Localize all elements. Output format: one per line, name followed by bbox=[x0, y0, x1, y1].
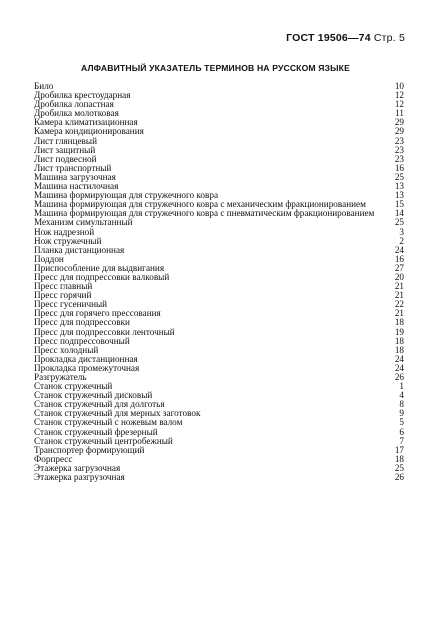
entry-page-number: 21 bbox=[394, 281, 404, 292]
entry-page-number: 29 bbox=[394, 117, 404, 128]
entry-term: Пресс для горячего прессования bbox=[34, 308, 161, 319]
entry-page-number: 23 bbox=[394, 144, 404, 155]
entry-term: Машина формирующая для стружечного ковра с механическим фракционированием bbox=[34, 199, 366, 210]
entry-page-number: 16 bbox=[394, 253, 404, 264]
entry-page-number: 26 bbox=[394, 472, 404, 483]
entry-page-number: 18 bbox=[394, 344, 404, 355]
entry-term: Прокладка дистанционная bbox=[34, 353, 138, 364]
entry-term: Приспособление для выдвигания bbox=[34, 262, 165, 273]
entry-page-number: 18 bbox=[394, 317, 404, 328]
entry-term: Станок стружечный для долготья bbox=[34, 399, 165, 410]
entry-page-number: 23 bbox=[394, 135, 404, 146]
entry-term: Пресс холодный bbox=[34, 344, 99, 355]
entry-page-number: 25 bbox=[394, 462, 404, 473]
entry-term: Пресс горячий bbox=[34, 290, 92, 301]
entry-term: Машина загрузочная bbox=[34, 171, 116, 182]
index-entry bbox=[34, 473, 404, 482]
entry-page-number: 12 bbox=[394, 99, 404, 110]
entry-page-number: 5 bbox=[399, 417, 404, 428]
entry-term: Станок стружечный bbox=[34, 381, 113, 392]
entry-page-number: 4 bbox=[399, 390, 404, 401]
entry-page-number: 29 bbox=[394, 126, 404, 137]
entry-page-number: 13 bbox=[394, 190, 404, 201]
entry-term: Транспортер формирующий bbox=[34, 444, 145, 455]
entry-term: Разгружатель bbox=[34, 372, 87, 382]
entry-term: Станок стружечный дисковый bbox=[34, 390, 153, 401]
entry-page-number: 24 bbox=[394, 244, 404, 255]
entry-page-number: 18 bbox=[394, 453, 404, 464]
entry-page-number: 1 bbox=[399, 381, 404, 392]
entry-page-number: 10 bbox=[394, 81, 404, 91]
entry-term: Лист глянцевый bbox=[34, 135, 97, 146]
entry-page-number: 2 bbox=[399, 235, 404, 246]
entry-page-number: 24 bbox=[394, 362, 404, 373]
entry-term: Пресс для подпрессовки ленточный bbox=[34, 326, 175, 337]
entry-term: Пресс подпрессовочный bbox=[34, 335, 130, 346]
entry-page-number: 7 bbox=[399, 435, 404, 446]
entry-term: Лист подвесной bbox=[34, 153, 97, 164]
entry-term: Станок стружечный центробежный bbox=[34, 435, 173, 446]
index-title: АЛФАВИТНЫЙ УКАЗАТЕЛЬ ТЕРМИНОВ НА РУССКОМ ЯЗЫКЕ bbox=[81, 63, 350, 73]
entry-page-number: 19 bbox=[394, 326, 404, 337]
entry-page-number: 25 bbox=[394, 171, 404, 182]
entry-page-number: 17 bbox=[394, 444, 404, 455]
page-number: Стр. 5 bbox=[373, 32, 405, 44]
term-index-list bbox=[34, 82, 404, 482]
entry-term: Прокладка промежуточная bbox=[34, 362, 140, 373]
entry-term: Машина формирующая для стружечного ковра bbox=[34, 190, 219, 201]
entry-term: Дробилка крестоударная bbox=[34, 90, 131, 101]
entry-page-number: 21 bbox=[394, 308, 404, 319]
entry-page-number: 23 bbox=[394, 153, 404, 164]
standard-number: ГОСТ 19506—74 bbox=[286, 32, 371, 44]
entry-page-number: 14 bbox=[394, 208, 404, 219]
entry-term: Нож стружечный bbox=[34, 235, 102, 246]
entry-term: Машина формирующая для стружечного ковра с пневматическим фракционированием bbox=[34, 208, 375, 219]
entry-page-number: 22 bbox=[394, 299, 404, 310]
entry-term: Этажерка разгрузочная bbox=[34, 472, 125, 483]
index-entry bbox=[34, 446, 404, 455]
entry-term: Станок стружечный фрезерный bbox=[34, 426, 158, 437]
entry-page-number: 21 bbox=[394, 290, 404, 301]
entry-term: Пресс для подпрессовки валковый bbox=[34, 271, 170, 282]
entry-term: Поддон bbox=[34, 253, 64, 264]
entry-term: Пресс гусеничный bbox=[34, 299, 108, 310]
entry-term: Станок стружечный для мерных заготовок bbox=[34, 408, 201, 419]
entry-page-number: 13 bbox=[394, 181, 404, 192]
entry-page-number: 3 bbox=[399, 226, 404, 237]
entry-term: Лист защитный bbox=[34, 144, 96, 155]
index-entry bbox=[34, 246, 404, 255]
entry-term: Пресс главный bbox=[34, 281, 93, 292]
index-entry bbox=[34, 364, 404, 373]
entry-page-number: 9 bbox=[399, 408, 404, 419]
entry-term: Дробилка лопастная bbox=[34, 99, 114, 110]
entry-page-number: 8 bbox=[399, 399, 404, 410]
entry-page-number: 20 bbox=[394, 271, 404, 282]
entry-term: Форпресс bbox=[34, 453, 73, 464]
entry-term: Било bbox=[34, 81, 54, 91]
entry-page-number: 25 bbox=[394, 217, 404, 228]
entry-page-number: 24 bbox=[394, 353, 404, 364]
page-header bbox=[286, 32, 405, 44]
entry-page-number: 11 bbox=[395, 108, 404, 119]
entry-page-number: 15 bbox=[394, 199, 404, 210]
entry-term: Механизм симультанный bbox=[34, 217, 133, 228]
entry-term: Лист транспортный bbox=[34, 162, 112, 173]
entry-term: Станок стружечный с ножевым валом bbox=[34, 417, 183, 428]
entry-page-number: 27 bbox=[394, 262, 404, 273]
entry-term: Нож надрезной bbox=[34, 226, 95, 237]
entry-term: Пресс для подпрессовки bbox=[34, 317, 130, 328]
entry-page-number: 12 bbox=[394, 90, 404, 101]
entry-page-number: 6 bbox=[399, 426, 404, 437]
entry-term: Этажерка загрузочная bbox=[34, 462, 121, 473]
entry-term: Дробилка молотковая bbox=[34, 108, 119, 119]
entry-term: Машина настилочная bbox=[34, 181, 119, 192]
entry-page-number: 26 bbox=[394, 372, 404, 382]
entry-term: Камера климатизационная bbox=[34, 117, 138, 128]
entry-term: Камера кондиционирования bbox=[34, 126, 144, 137]
entry-page-number: 18 bbox=[394, 335, 404, 346]
entry-term: Планка дистанционная bbox=[34, 244, 125, 255]
entry-page-number: 16 bbox=[394, 162, 404, 173]
